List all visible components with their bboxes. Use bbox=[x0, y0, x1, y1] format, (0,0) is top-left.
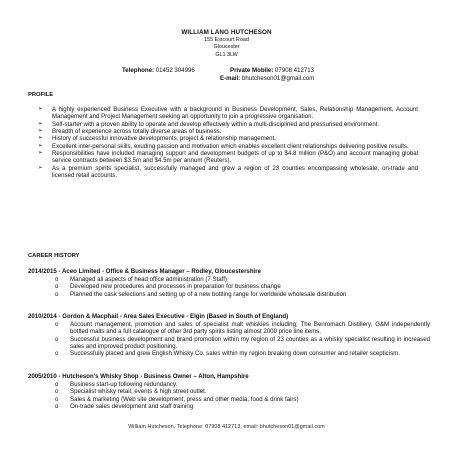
circle-bullet-icon: o bbox=[55, 290, 59, 298]
mobile-value: 07908 412713 bbox=[275, 67, 315, 74]
list-item: o Developed new procedures and processes in preparation for business change bbox=[55, 283, 281, 291]
arrow-bullet-icon: ➢ bbox=[38, 128, 43, 135]
job-title: 2005/2010 - Hutcheson’s Whisky Shop - Business Owner – Alton, Hampshire bbox=[28, 373, 249, 380]
list-item: o Successfully placed and grew English Whisky Co. sales within my region breaking down consumer and retailer scepticism. bbox=[55, 350, 400, 358]
list-item: o Business start-up following redundancy. bbox=[55, 381, 178, 388]
circle-bullet-icon: o bbox=[55, 381, 59, 388]
arrow-bullet-icon: ➢ bbox=[38, 120, 43, 127]
career-history-heading: CAREER HISTORY bbox=[28, 253, 80, 259]
arrow-bullet-icon: ➢ bbox=[38, 164, 43, 171]
email-label: E-mail: bbox=[220, 75, 241, 82]
mobile-line bbox=[230, 67, 314, 75]
arrow-bullet-icon: ➢ bbox=[38, 106, 43, 112]
job-duties-list bbox=[55, 321, 430, 358]
list-item: o Account management, promotion and sales of specialist malt whiskies including; The Benromach Distillery, G&M independently bottled malts and a full catalogue of other 3rd party spirits listing almost 2000 price line items. bbox=[55, 321, 430, 336]
list-item: ➢ A highly experienced Business Executive with a background in Business Development, Sales, Relationship Management, Account Management and Project Management seeking an opportunity to join a progressive organisation. bbox=[38, 106, 418, 121]
circle-bullet-icon: o bbox=[55, 335, 59, 343]
circle-bullet-icon: o bbox=[55, 395, 59, 403]
circle-bullet-icon: o bbox=[55, 283, 59, 291]
list-item: o Sales & marketing (Web site development, press and other media, food & drink fairs) bbox=[55, 395, 299, 403]
circle-bullet-icon: o bbox=[55, 350, 59, 358]
profile-list bbox=[38, 106, 418, 179]
list-item: o Managed all aspects of head office administration (7 Staff) bbox=[55, 276, 227, 283]
list-item: o Successful business development and brand promotion within my region of 23 counties as a whisky specialist resulting in increased sales and improved product positioning. bbox=[55, 335, 430, 351]
circle-bullet-icon: o bbox=[55, 388, 59, 396]
email-line bbox=[220, 75, 314, 83]
job-title: 2014/2015 - Aceo Limited - Office & Business Manager – Rodley, Gloucestershire bbox=[28, 268, 261, 275]
page-footer: William Hutcheson, Telephone: 07908 412713, email: bhutcheson01@gmail.com bbox=[128, 424, 325, 430]
profile-heading: PROFILE bbox=[28, 92, 54, 98]
circle-bullet-icon: o bbox=[55, 403, 59, 411]
list-item: ➢ Breadth of experience across totally diverse areas of business. bbox=[38, 128, 222, 136]
job-duties-list bbox=[55, 276, 430, 298]
job-duties-list bbox=[55, 381, 430, 410]
resume-header bbox=[0, 29, 453, 59]
circle-bullet-icon: o bbox=[55, 321, 59, 328]
telephone-label: Telephone: bbox=[122, 67, 155, 74]
candidate-name: WILLIAM LANG HUTCHESON bbox=[181, 29, 272, 36]
address-line-1: 155 Estcourt Road bbox=[204, 37, 249, 43]
list-item: ➢ Responsibilities have included managing support and development budgets of up to $4.8 million (P&O) and account managing global service contracts between $3.5m and $4.5m per annum (Reuters). bbox=[38, 150, 418, 165]
list-item: o Specialist whisky retail, events & high street outlet. bbox=[55, 388, 207, 396]
job-title: 2010/2014 - Gordon & Macphail - Area Sales Executive - Elgin (Based in South of England) bbox=[28, 313, 289, 320]
mobile-label: Private Mobile: bbox=[230, 67, 274, 74]
circle-bullet-icon: o bbox=[55, 276, 59, 283]
list-item: ➢ History of successful innovative developments, project & relationship management. bbox=[38, 135, 276, 143]
telephone-value: 01452 304996 bbox=[155, 67, 195, 74]
list-item: o On-trade sales development and staff training bbox=[55, 403, 194, 411]
address-line-2: Gloucester bbox=[213, 44, 240, 51]
email-value[interactable]: bhutcheson01@gmail.com bbox=[242, 75, 315, 82]
list-item: ➢ As a premium spirits specialist, successfully managed and grew a region of 23 counties encompassing wholesale, on-trade and licensed retail accounts. bbox=[38, 164, 418, 180]
address-postcode: GL1 3LW bbox=[215, 51, 238, 58]
list-item: ➢ Excellent inter-personal skills, exuding passion and motivation which enables excellent client relationships delivering positive results. bbox=[38, 142, 409, 150]
arrow-bullet-icon: ➢ bbox=[38, 150, 43, 157]
arrow-bullet-icon: ➢ bbox=[38, 142, 43, 149]
arrow-bullet-icon: ➢ bbox=[38, 135, 43, 142]
telephone-line bbox=[122, 67, 195, 75]
list-item: ➢ Self-starter with a proven ability to operate and develop effectively within a multi-disciplined and pressurised environment. bbox=[38, 120, 380, 128]
list-item: o Planned the cask selections and setting up of a new bottling range for worldwide wholesale distribution bbox=[55, 290, 347, 298]
